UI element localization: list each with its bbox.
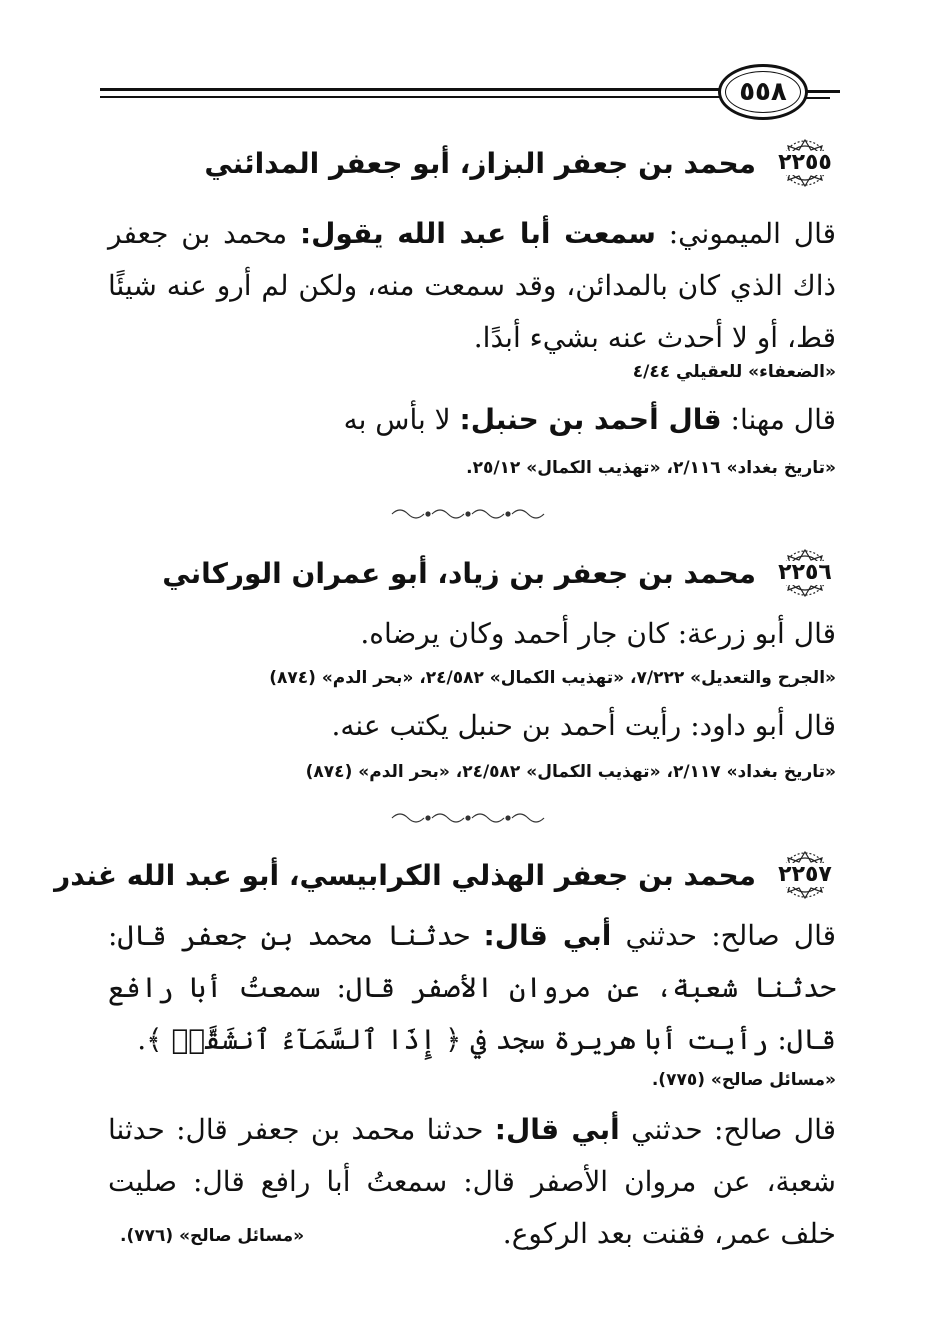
entry-number: ٢٢٥٧ [778, 862, 832, 887]
entry-title: محمد بن جعفر بن زياد، أبو عمران الوركاني [162, 556, 756, 590]
entry-heading [162, 548, 836, 598]
ornament-icon [388, 506, 548, 522]
ornament-divider [0, 506, 936, 526]
narration-paragraph: قال صالح: حدثني أبي قال: حدثنا محمد بن جعفر قال: حدثنا شعبة، عن مروان الأصفر قال: سمعتُ أبا رافع قال: رأيت أبا هريرة سجد في ﴿ إِذَا ٱلسَّمَآءُ ٱنشَقَّتۡ ﴾. [108, 919, 837, 1056]
entry-heading [54, 850, 836, 900]
entry-number-badge [774, 138, 836, 188]
entry-number: ٢٢٥٦ [778, 560, 832, 585]
narration-paragraph: قال الميموني: سمعت أبا عبد الله يقول: محمد بن جعفر ذاك الذي كان بالمدائن، وقد سمعت منه، ولكن لم أرو عنه شيئًا قط، أو لا أحدث عنه بشيء أبدًا. [108, 217, 836, 354]
source-reference: «الجرح والتعديل» ٧/٢٢٢، «تهذيب الكمال» ٢٤/٥٨٢، «بحر الدم» (٨٧٤) [269, 668, 836, 688]
narration-paragraph: قال أبو داود: رأيت أحمد بن حنبل يكتب عنه. [331, 709, 836, 742]
narration-paragraph: قال مهنا: قال أحمد بن حنبل: لا بأس به [343, 403, 836, 436]
narration-paragraph: قال صالح: حدثني أبي قال: حدثنا محمد بن جعفر قال: حدثنا شعبة، عن مروان الأصفر قال: سمعتُ أبا رافع قال: صليت خلف عمر، فقنت بعد الركوع. [108, 1113, 836, 1250]
source-reference: «تاريخ بغداد» ٢/١١٧، «تهذيب الكمال» ٢٤/٥٨٢، «بحر الدم» (٨٧٤) [305, 762, 836, 782]
entry-heading [204, 138, 836, 188]
entry-title: محمد بن جعفر البزاز، أبو جعفر المدائني [204, 146, 756, 180]
entry-number: ٢٢٥٥ [778, 150, 832, 175]
entry-title: محمد بن جعفر الهذلي الكرابيسي، أبو عبد الله غندر [54, 858, 756, 892]
narration-paragraph: قال أبو زرعة: كان جار أحمد وكان يرضاه. [360, 617, 836, 650]
page-number: ٥٥٨ [739, 77, 787, 107]
source-reference: «تاريخ بغداد» ٢/١١٦، «تهذيب الكمال» ٢٥/١٢. [466, 458, 836, 478]
entry-number-badge [774, 548, 836, 598]
ornament-divider [0, 810, 936, 830]
source-reference: «الضعفاء» للعقيلي ٤/٤٤ [632, 362, 836, 382]
source-reference: «مسائل صالح» (٧٧٦). [120, 1226, 305, 1246]
ornament-icon [388, 810, 548, 826]
entry-number-badge [774, 850, 836, 900]
page-number-badge [718, 64, 808, 120]
source-reference: «مسائل صالح» (٧٧٥). [651, 1070, 836, 1090]
